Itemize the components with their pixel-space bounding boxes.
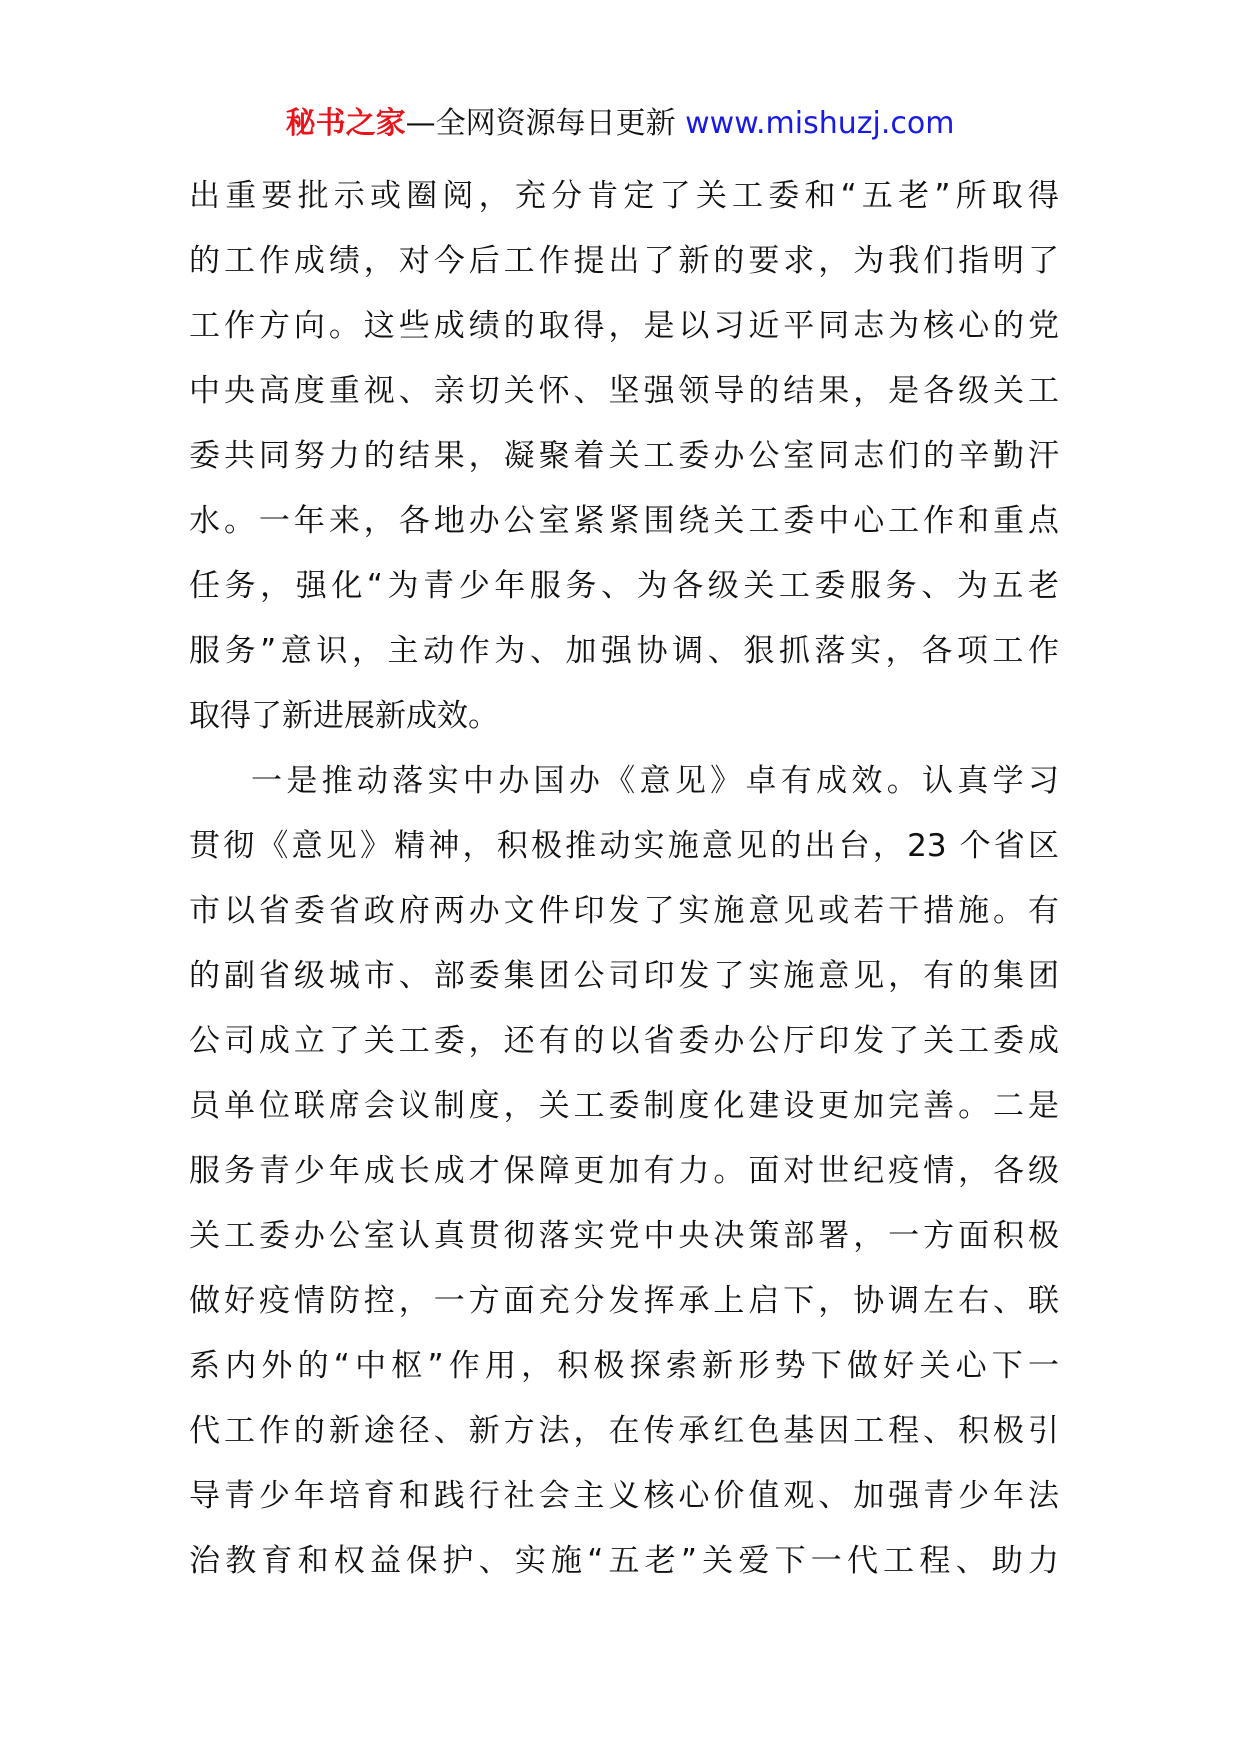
text-line: 导青少年培育和践行社会主义核心价值观、加强青少年法 — [189, 1478, 1059, 1514]
text-line: 一是推动落实中办国办《意见》卓有成效。认真学习 — [251, 763, 1059, 799]
text-line: 的副省级城市、部委集团公司印发了实施意见，有的集团 — [189, 958, 1059, 994]
site-url-link[interactable]: www.mishuzj.com — [685, 106, 955, 141]
site-tagline: —全网资源每日更新 — [405, 106, 686, 141]
text-line: 治教育和权益保护、实施“五老”关爱下一代工程、助力 — [189, 1543, 1059, 1579]
text-line: 服务”意识，主动作为、加强协调、狠抓落实，各项工作 — [189, 633, 1059, 669]
paragraph-2 — [189, 749, 1059, 1594]
text-line: 中央高度重视、亲切关怀、坚强领导的结果，是各级关工 — [189, 373, 1059, 409]
text-line: 系内外的“中枢”作用，积极探索新形势下做好关心下一 — [189, 1348, 1059, 1384]
document-body — [189, 164, 1059, 1594]
page-header — [0, 104, 1240, 144]
text-line: 关工委办公室认真贯彻落实党中央决策部署，一方面积极 — [189, 1218, 1059, 1254]
text-line: 任务，强化“为青少年服务、为各级关工委服务、为五老 — [189, 568, 1059, 604]
text-line: 贯彻《意见》精神，积极推动实施意见的出台，23 个省区 — [189, 828, 1059, 864]
text-line: 委共同努力的结果，凝聚着关工委办公室同志们的辛勤汗 — [189, 438, 1059, 474]
text-line: 市以省委省政府两办文件印发了实施意见或若干措施。有 — [189, 893, 1059, 929]
text-line: 公司成立了关工委，还有的以省委办公厅印发了关工委成 — [189, 1023, 1059, 1059]
text-line: 服务青少年成长成才保障更加有力。面对世纪疫情，各级 — [189, 1153, 1059, 1189]
text-line: 水。一年来，各地办公室紧紧围绕关工委中心工作和重点 — [189, 503, 1059, 539]
text-line: 出重要批示或圈阅，充分肯定了关工委和“五老”所取得 — [189, 178, 1059, 214]
text-line: 员单位联席会议制度，关工委制度化建设更加完善。二是 — [189, 1088, 1059, 1124]
site-brand: 秘书之家 — [285, 106, 406, 141]
text-line: 工作方向。这些成绩的取得，是以习近平同志为核心的党 — [189, 308, 1059, 344]
text-line: 的工作成绩，对今后工作提出了新的要求，为我们指明了 — [189, 243, 1059, 279]
text-line: 代工作的新途径、新方法，在传承红色基因工程、积极引 — [189, 1413, 1059, 1449]
text-line: 取得了新进展新成效。 — [189, 698, 499, 734]
paragraph-1 — [189, 164, 1059, 749]
text-line: 做好疫情防控，一方面充分发挥承上启下，协调左右、联 — [189, 1283, 1059, 1319]
